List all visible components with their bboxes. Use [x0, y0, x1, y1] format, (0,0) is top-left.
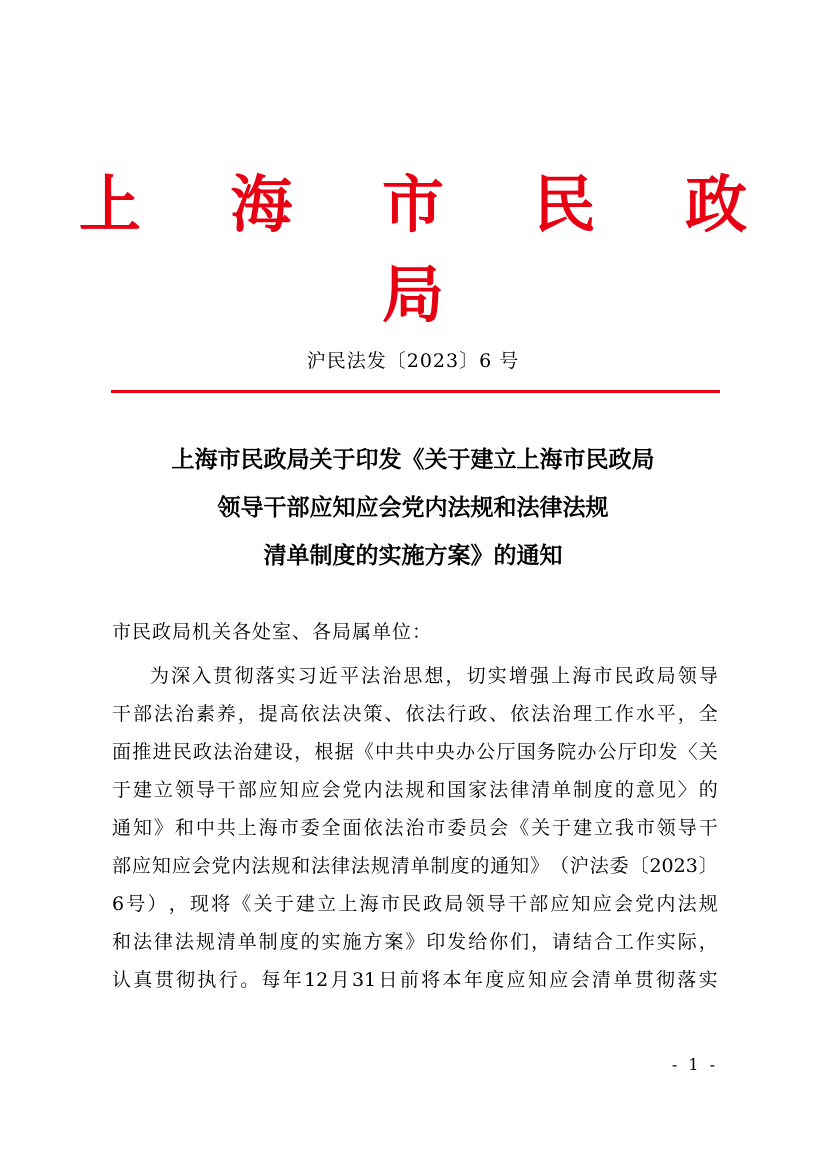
title-line: 清单制度的实施方案》的通知	[263, 542, 563, 569]
document-title	[0, 436, 826, 580]
body-line: 认 真 贯 彻 执 行 。 每 年 12 月 31 日 前 将 本 年 度 应 知 应 会 清 单 贯 彻 落 实	[112, 969, 718, 991]
red-separator-line	[111, 390, 720, 393]
body-line: 面 推 进 民 政 法 治 建 设 ， 根 据 《 中 共 中 央 办 公 厅 国 务 院 办 公 厅 印 发 〈 关	[112, 741, 718, 763]
body-line: 干 部 法 治 素 养 ， 提 高 依 法 决 策 、 依 法 行 政 、 依 法 治 理 工 作 水 平 ， 全	[112, 703, 718, 725]
body-line: 于 建 立 领 导 干 部 应 知 应 会 党 内 法 规 和 国 家 法 律 清 单 制 度 的 意 见 〉 的	[112, 779, 718, 801]
title-line: 领导干部应知应会党内法规和法律法规	[217, 494, 609, 521]
body-paragraph	[112, 657, 718, 999]
body-line: 和 法 律 法 规 清 单 制 度 的 实 施 方 案 》 印 发 给 你 们 ， 请 结 合 工 作 实 际 ，	[112, 931, 718, 953]
body-line: 通 知 》 和 中 共 上 海 市 委 全 面 依 法 治 市 委 员 会 《 关 于 建 立 我 市 领 导 干	[112, 817, 718, 839]
document-number: 沪民法发〔2023〕6 号	[306, 350, 520, 372]
agency-masthead: 上 海 市 民 政 局	[78, 168, 782, 331]
body-line: 为 深 入 贯 彻 落 实 习 近 平 法 治 思 想 ， 切 实 增 强 上 海 市 民 政 局 领 导	[150, 665, 718, 687]
page-number: - 1 -	[671, 1055, 718, 1074]
body-line: 部 应 知 应 会 党 内 法 规 和 法 律 法 规 清 单 制 度 的 通 知 》 （ 沪 法 委 〔 2023 〕	[112, 855, 718, 877]
body-line: 6 号 ） ， 现 将 《 关 于 建 立 上 海 市 民 政 局 领 导 干 部 应 知 应 会 党 内 法 规	[112, 893, 718, 915]
title-line: 上海市民政局关于印发《关于建立上海市民政局	[171, 446, 655, 473]
salutation: 市民政局机关各处室、各局属单位：	[112, 621, 433, 643]
